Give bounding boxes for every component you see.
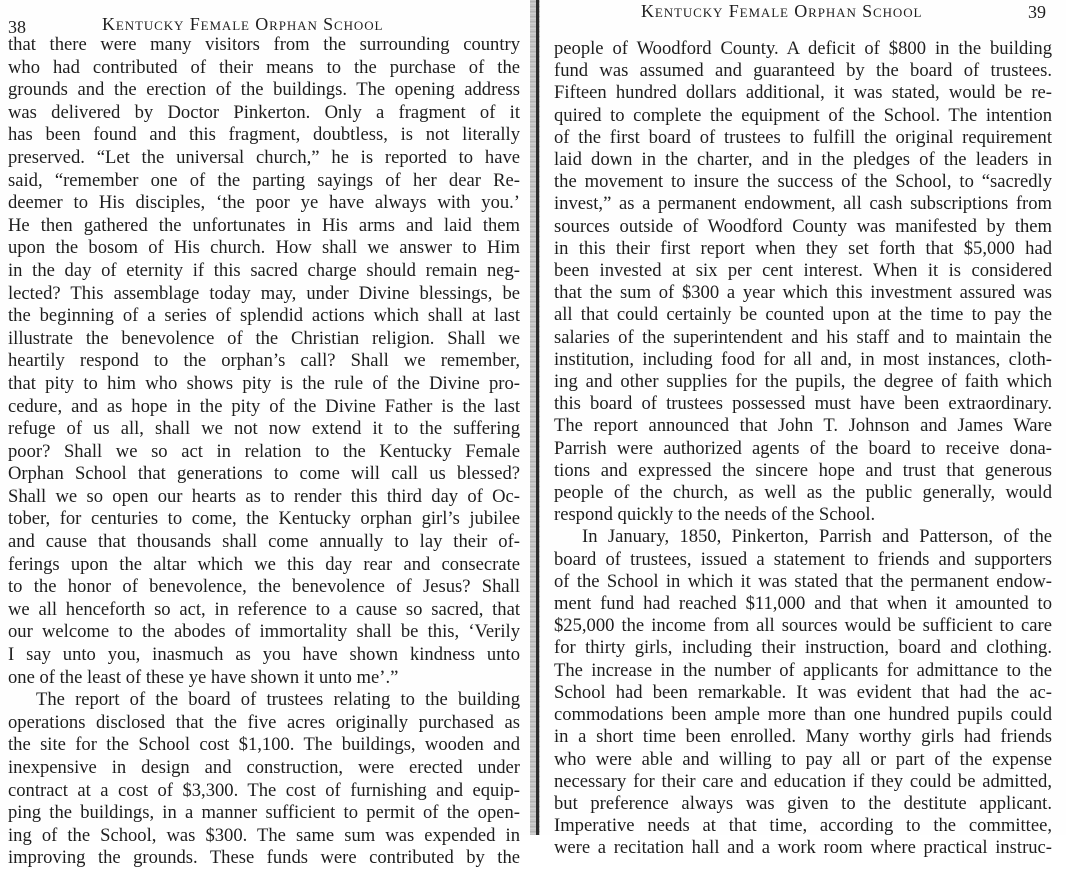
text-line: deemer to His disciples, ‘the poor ye have always with you.’ <box>8 192 520 214</box>
text-line: ing of the School, was $300. The same sum was expended in <box>8 824 520 846</box>
text-line: upon the bosom of His church. How shall we answer to Him <box>8 237 520 259</box>
page-number: 39 <box>1028 2 1046 22</box>
text-line: people of the church, as well as the public generally, would <box>554 482 1052 504</box>
text-line: ment fund had reached $11,000 and that when it amounted to <box>554 593 1052 615</box>
text-line: Orphan School that generations to come will call us blessed? <box>8 463 520 485</box>
text-line: for thirty girls, including their instruction, board and clothing. <box>554 637 1052 659</box>
text-line: said, “remember one of the parting sayings of her dear Re- <box>8 169 520 191</box>
text-line: He then gathered the unfortunates in His arms and laid them <box>8 214 520 236</box>
text-line: who were able and willing to pay all or part of the expense <box>554 748 1052 770</box>
text-line: that the sum of $300 a year which this investment assured was <box>554 282 1052 304</box>
text-line: commodations been ample more than one hundred pupils could <box>554 704 1052 726</box>
text-line: been invested at six per cent interest. When it is considered <box>554 260 1052 282</box>
text-line: contract at a cost of $3,300. The cost of furnishing and equip- <box>8 779 520 801</box>
text-line: we all henceforth so act, in reference to a cause so sacred, that <box>8 598 520 620</box>
text-line: Imperative needs at that time, according to the committee, <box>554 815 1052 837</box>
text-line: necessary for their care and education if they could be admitted, <box>554 770 1052 792</box>
text-line: invest,” as a permanent endowment, all cash subscriptions from <box>554 193 1052 215</box>
text-line: the site for the School cost $1,100. The buildings, wooden and <box>8 734 520 756</box>
text-line: Fifteen hundred dollars additional, it was stated, would be re- <box>554 82 1052 104</box>
text-line: Parrish were authorized agents of the board to receive dona- <box>554 437 1052 459</box>
text-line: sources outside of Woodford County was manifested by them <box>554 215 1052 237</box>
text-line: salaries of the superintendent and his staff and to maintain the <box>554 326 1052 348</box>
text-line: the movement to insure the success of the School, to “sacredly <box>554 171 1052 193</box>
text-line: The report announced that John T. Johnson and James Ware <box>554 415 1052 437</box>
body-text <box>8 34 520 870</box>
left-page <box>0 0 532 869</box>
text-line: of the School in which it was stated that the permanent endow- <box>554 570 1052 592</box>
text-line: lected? This assemblage today may, under Divine blessings, be <box>8 282 520 304</box>
text-line: quired to complete the equipment of the School. The intention <box>554 104 1052 126</box>
text-line: our welcome to the abodes of immortality shall be this, ‘Verily <box>8 621 520 643</box>
text-line: In January, 1850, Pinkerton, Parrish and Patterson, of the <box>582 526 1052 548</box>
body-text <box>554 38 1052 860</box>
text-line: tions and expressed the sincere hope and trust that generous <box>554 459 1052 481</box>
text-line: laid down in the charter, and in the pledges of the leaders in <box>554 149 1052 171</box>
text-line: institution, including food for all and, in most instances, cloth- <box>554 348 1052 370</box>
text-line: and cause that thousands shall come annually to lay their of- <box>8 531 520 553</box>
text-line: heartily respond to the orphan’s call? Shall we remember, <box>8 350 520 372</box>
text-line: board of trustees, issued a statement to friends and supporters <box>554 548 1052 570</box>
running-head: Kentucky Female Orphan School <box>102 14 384 34</box>
text-line: who had contributed of their means to the purchase of the <box>8 56 520 78</box>
text-line: in this their first report when they set forth that $5,000 had <box>554 237 1052 259</box>
text-line: tober, for centuries to come, the Kentucky orphan girl’s jubilee <box>8 508 520 530</box>
text-line: was delivered by Doctor Pinkerton. Only a fragment of it <box>8 101 520 123</box>
text-line: grounds and the erection of the buildings. The opening address <box>8 79 520 101</box>
text-line: of the first board of trustees to fulfill the original requirement <box>554 126 1052 148</box>
text-line: but preference always was given to the destitute applicant. <box>554 792 1052 814</box>
text-line: were a recitation hall and a work room where practical instruc- <box>554 837 1052 859</box>
text-line: has been found and this fragment, doubtless, is not literally <box>8 124 520 146</box>
text-line: to the honor of benevolence, the benevolence of Jesus? Shall <box>8 576 520 598</box>
text-line: people of Woodford County. A deficit of $800 in the building <box>554 38 1052 59</box>
text-line: respond quickly to the needs of the School. <box>554 504 876 526</box>
text-line: cedure, and as hope in the pity of the Divine Father is the last <box>8 395 520 417</box>
text-line: The report of the board of trustees relating to the building <box>36 689 520 711</box>
text-line: in a short time been enrolled. Many worthy girls had friends <box>554 726 1052 748</box>
text-line: one of the least of these ye have shown it unto me’.” <box>8 666 399 688</box>
text-line: that pity to him who shows pity is the rule of the Divine pro- <box>8 372 520 394</box>
text-line: poor? Shall we so act in relation to the Kentucky Female <box>8 440 520 462</box>
text-line: ping the buildings, in a manner sufficient to permit of the open- <box>8 802 520 824</box>
text-line: inexpensive in design and construction, were erected under <box>8 757 520 778</box>
text-line: I say unto you, inasmuch as you have shown kindness unto <box>8 644 520 666</box>
text-line: all that could certainly be counted upon at the time to pay the <box>554 304 1052 326</box>
spine-shadow <box>536 0 539 835</box>
text-line: this board of trustees possessed must have been extraordinary. <box>554 393 1052 415</box>
text-line: ing and other supplies for the pupils, the degree of faith which <box>554 371 1052 393</box>
text-line: The increase in the number of applicants for admittance to the <box>554 659 1052 681</box>
text-line: ferings upon the altar which we this day rear and consecrate <box>8 553 520 575</box>
running-head: Kentucky Female Orphan School <box>641 1 923 21</box>
text-line: improving the grounds. These funds were contributed by the <box>8 847 520 869</box>
text-line: Shall we so open our hearts as to render this third day of Oc- <box>8 485 520 507</box>
text-line: fund was assumed and guaranteed by the board of trustees. <box>554 60 1052 82</box>
right-page <box>540 0 1066 859</box>
text-line: preserved. “Let the universal church,” he is reported to have <box>8 146 520 168</box>
text-line: refuge of us all, shall we not now extend it to the suffering <box>8 418 520 440</box>
text-line: the beginning of a series of splendid actions which shall at last <box>8 305 520 327</box>
text-line: that there were many visitors from the surrounding country <box>8 34 520 55</box>
page-number: 38 <box>8 17 26 37</box>
text-line: School had been remarkable. It was evident that had the ac- <box>554 681 1052 703</box>
text-line: $25,000 the income from all sources would be sufficient to care <box>554 615 1052 637</box>
text-line: illustrate the benevolence of the Christian religion. Shall we <box>8 327 520 349</box>
text-line: in the day of eternity if this sacred charge should remain neg- <box>8 259 520 281</box>
text-line: operations disclosed that the five acres originally purchased as <box>8 711 520 733</box>
